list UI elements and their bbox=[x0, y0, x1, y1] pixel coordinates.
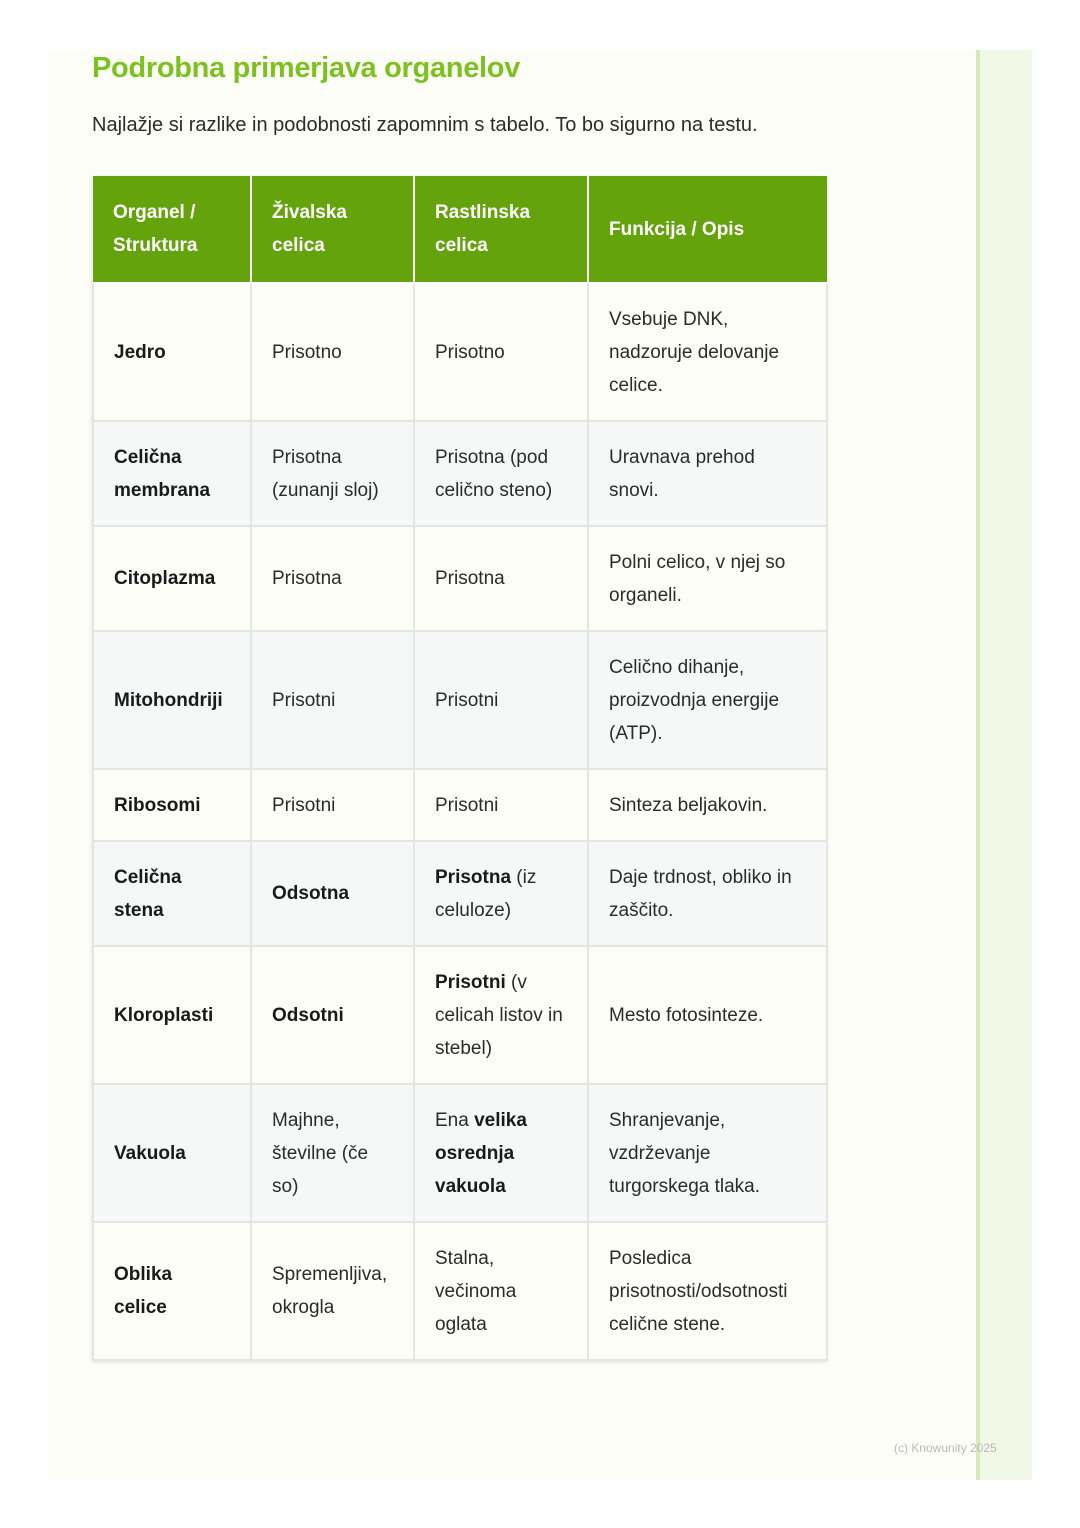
table-row bbox=[93, 1222, 827, 1360]
cell-organel: Ribosomi bbox=[93, 769, 251, 841]
cell-plant-rest: (iz celuloze) bbox=[435, 866, 537, 921]
comparison-table bbox=[92, 176, 826, 1361]
cell-animal: Majhne, številne (če so) bbox=[251, 1084, 414, 1222]
table-row bbox=[93, 841, 827, 946]
cell-function: Mesto fotosinteze. bbox=[588, 946, 827, 1084]
cell-organel: Jedro bbox=[93, 283, 251, 421]
cell-organel: Oblika celice bbox=[93, 1222, 251, 1360]
cell-function: Polni celico, v njej so organeli. bbox=[588, 526, 827, 631]
page-title: Podrobna primerjava organelov bbox=[92, 52, 521, 84]
copyright-footer: (c) Knowunity 2025 bbox=[894, 1441, 997, 1455]
cell-plant: Prisotna (pod celično steno) bbox=[414, 421, 588, 526]
cell-function: Vsebuje DNK, nadzoruje delovanje celice. bbox=[588, 283, 827, 421]
cell-organel: Celična membrana bbox=[93, 421, 251, 526]
cell-plant-pre: Ena bbox=[435, 1109, 475, 1131]
side-band bbox=[976, 50, 1032, 1480]
cell-animal: Prisotno bbox=[251, 283, 414, 421]
cell-plant bbox=[414, 1084, 588, 1222]
cell-plant-bold: Prisotni bbox=[435, 971, 506, 993]
cell-animal: Prisotna (zunanji sloj) bbox=[251, 421, 414, 526]
header-plant-cell: Rastlinska celica bbox=[414, 176, 588, 283]
header-function: Funkcija / Opis bbox=[588, 176, 827, 283]
cell-animal: Prisotni bbox=[251, 769, 414, 841]
cell-organel: Vakuola bbox=[93, 1084, 251, 1222]
cell-organel: Mitohondriji bbox=[93, 631, 251, 769]
cell-plant bbox=[414, 946, 588, 1084]
cell-function: Posledica prisotnosti/odsotnosti celične stene. bbox=[588, 1222, 827, 1360]
cell-animal: Odsotna bbox=[251, 841, 414, 946]
cell-function: Daje trdnost, obliko in zaščito. bbox=[588, 841, 827, 946]
cell-plant-bold: Prisotna bbox=[435, 866, 512, 888]
cell-plant: Prisotni bbox=[414, 769, 588, 841]
cell-animal: Prisotni bbox=[251, 631, 414, 769]
header-animal-cell: Živalska celica bbox=[251, 176, 414, 283]
table-row bbox=[93, 769, 827, 841]
cell-function: Uravnava prehod snovi. bbox=[588, 421, 827, 526]
cell-plant: Prisotni bbox=[414, 631, 588, 769]
header-organel: Organel / Struktura bbox=[93, 176, 251, 283]
cell-function: Celično dihanje, proizvodnja energije (ATP). bbox=[588, 631, 827, 769]
cell-function: Sinteza beljakovin. bbox=[588, 769, 827, 841]
table-row bbox=[93, 526, 827, 631]
table-row bbox=[93, 283, 827, 421]
organelle-table bbox=[92, 176, 828, 1361]
cell-plant: Stalna, večinoma oglata bbox=[414, 1222, 588, 1360]
cell-plant-bold: velika osrednja vakuola bbox=[435, 1109, 527, 1197]
cell-animal: Odsotni bbox=[251, 946, 414, 1084]
table-row bbox=[93, 631, 827, 769]
cell-organel: Celična stena bbox=[93, 841, 251, 946]
cell-organel: Citoplazma bbox=[93, 526, 251, 631]
cell-function: Shranjevanje, vzdrževanje turgorskega tlaka. bbox=[588, 1084, 827, 1222]
cell-plant-rest: (v celicah listov in stebel) bbox=[435, 971, 563, 1059]
table-row bbox=[93, 946, 827, 1084]
table-row bbox=[93, 421, 827, 526]
cell-animal: Spremenljiva, okrogla bbox=[251, 1222, 414, 1360]
cell-organel: Kloroplasti bbox=[93, 946, 251, 1084]
cell-plant: Prisotno bbox=[414, 283, 588, 421]
cell-plant: Prisotna bbox=[414, 526, 588, 631]
cell-plant bbox=[414, 841, 588, 946]
intro-text: Najlažje si razlike in podobnosti zapomnim s tabelo. To bo sigurno na testu. bbox=[92, 114, 758, 136]
table-row bbox=[93, 1084, 827, 1222]
table-header-row bbox=[93, 176, 827, 283]
cell-animal: Prisotna bbox=[251, 526, 414, 631]
